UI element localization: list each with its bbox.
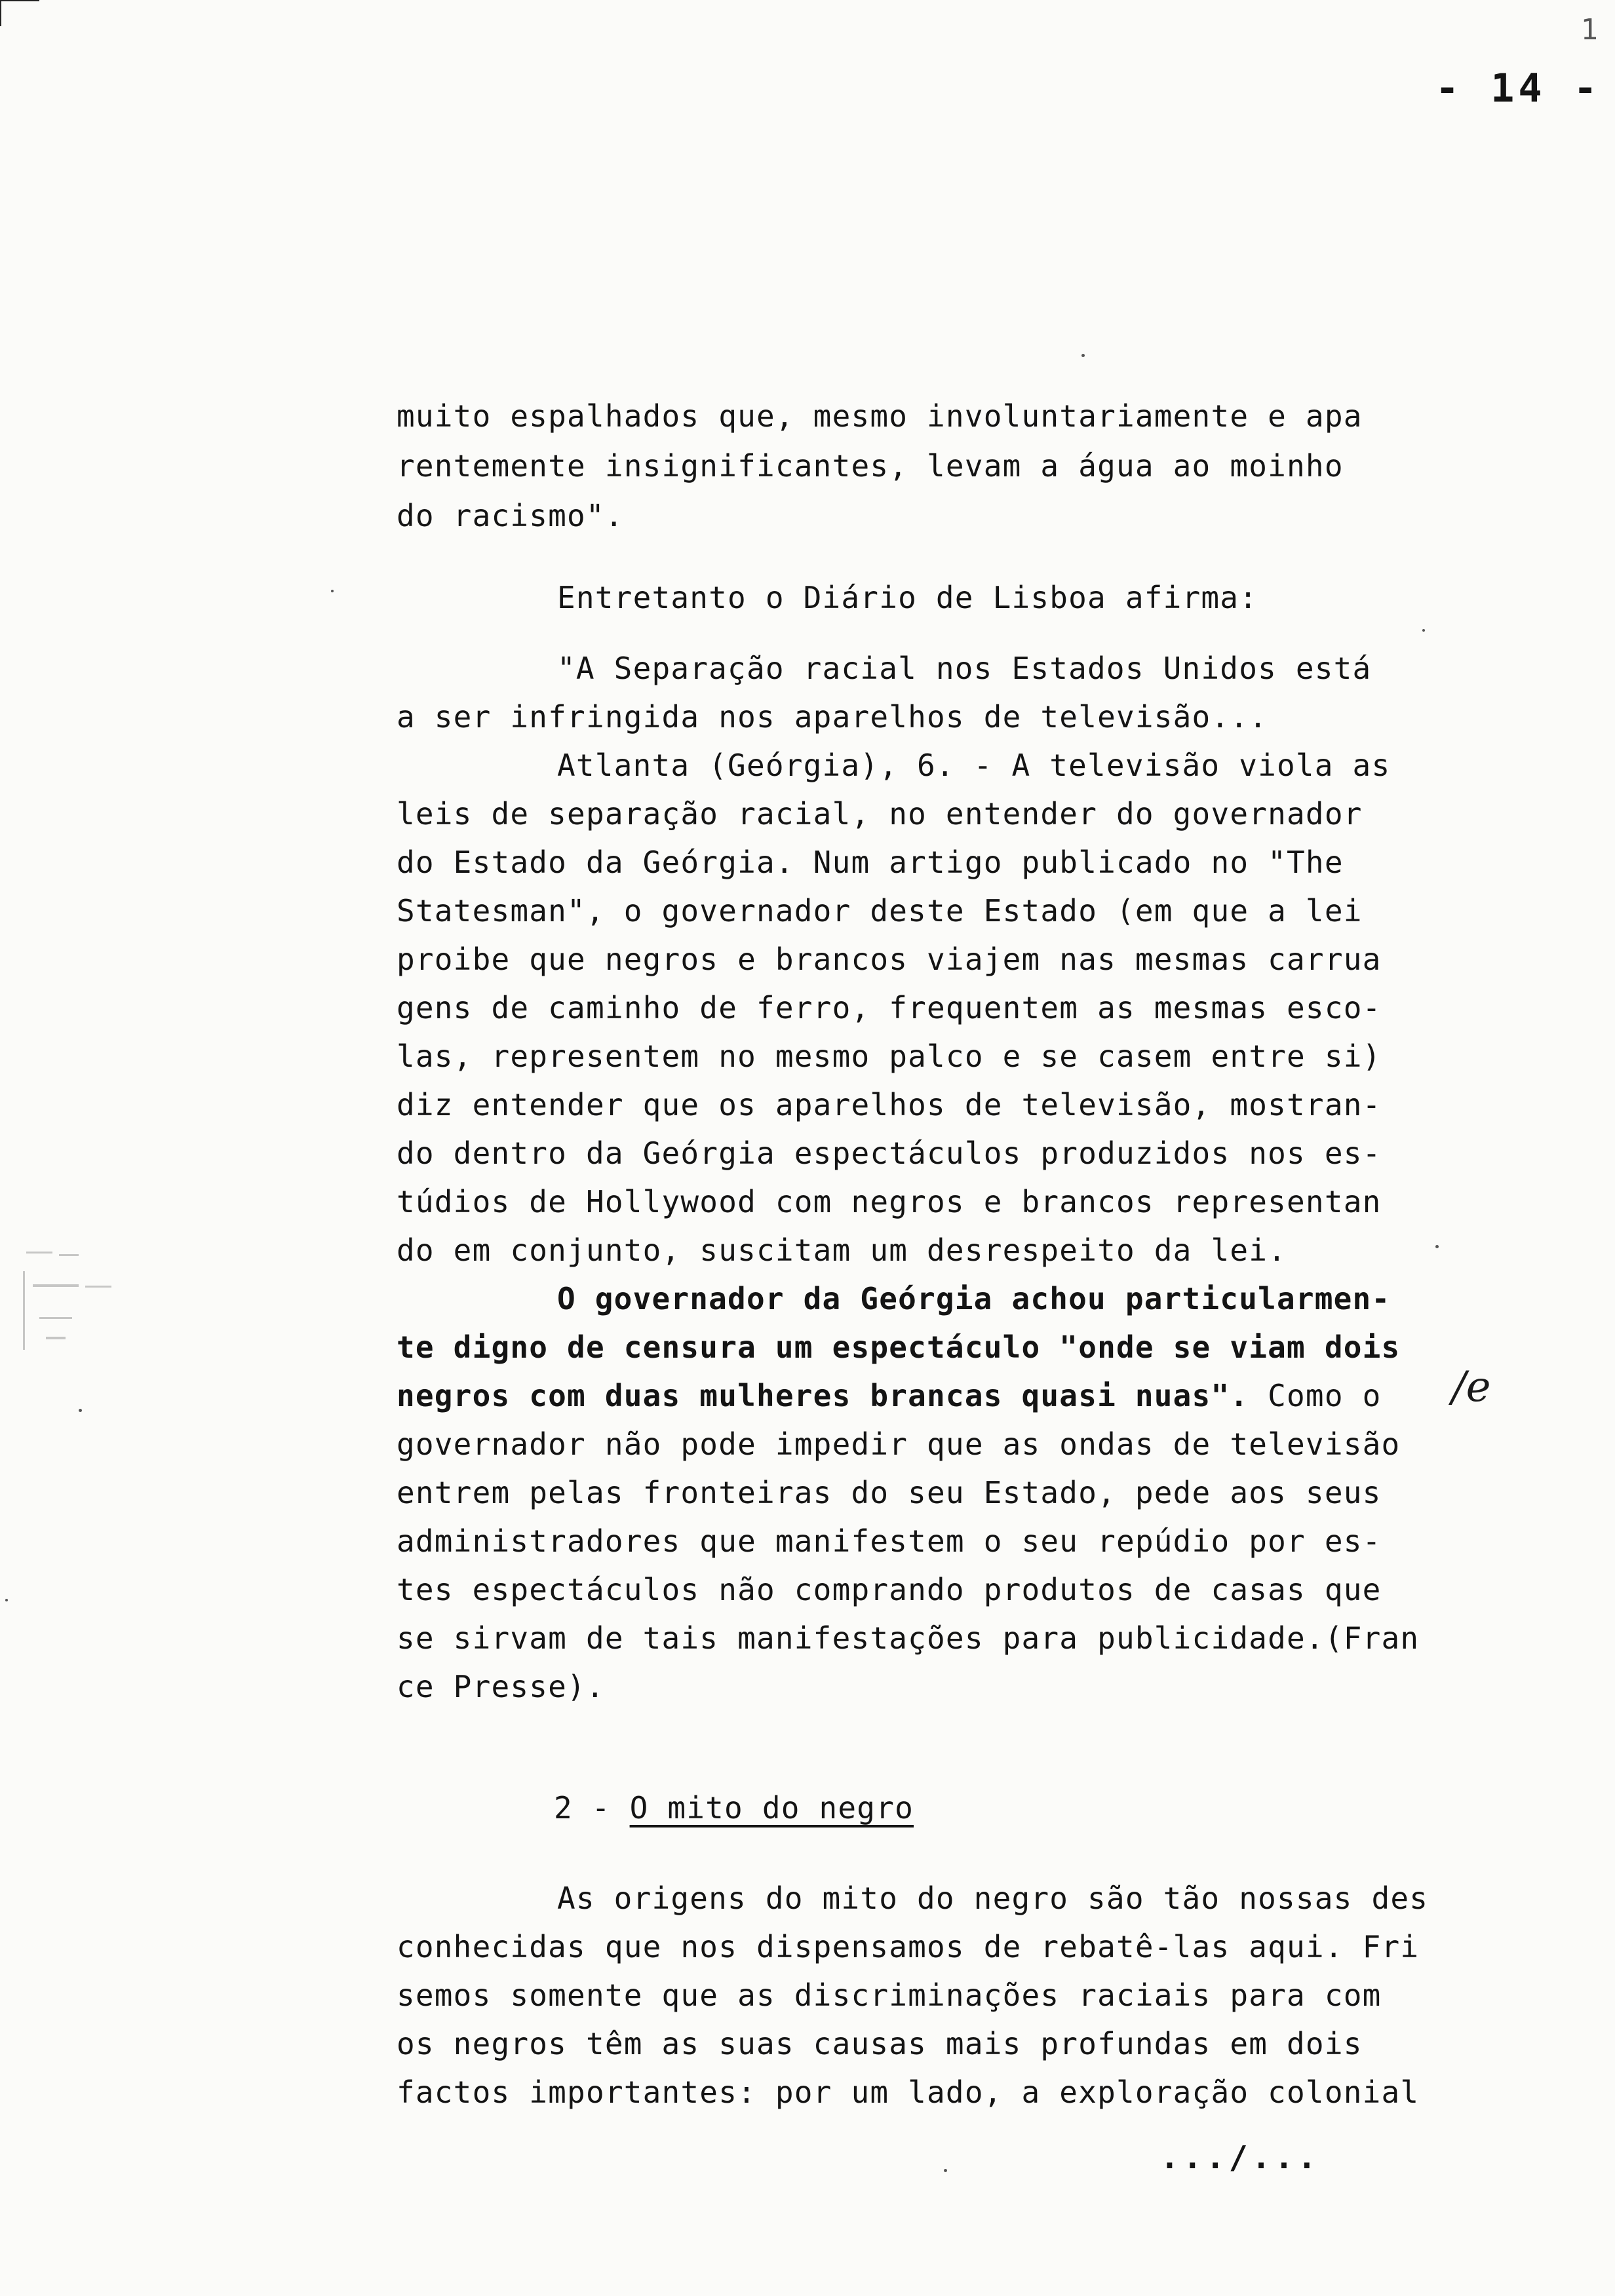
- scan-smudge: [20, 1245, 131, 1369]
- text-line: do Estado da Geórgia. Num artigo publicado no "The: [397, 845, 1344, 880]
- text-line: os negros têm as suas causas mais profundas em dois: [397, 2026, 1363, 2061]
- text-line: Statesman", o governador deste Estado (em que a lei: [397, 893, 1363, 928]
- text-line: As origens do mito do negro são tão nossas des: [557, 1881, 1429, 1916]
- text-line: túdios de Hollywood com negros e brancos representan: [397, 1184, 1382, 1219]
- text-line: leis de separação racial, no entender do governador: [397, 796, 1363, 832]
- section-heading: [554, 1784, 914, 1832]
- text-line: se sirvam de tais manifestações para publicidade.(Fran: [397, 1620, 1420, 1656]
- scan-speck: [1422, 629, 1425, 632]
- text-line: "A Separação racial nos Estados Unidos está: [557, 651, 1372, 686]
- text-line: semos somente que as discriminações raciais para com: [397, 1978, 1382, 2013]
- text-line: ce Presse).: [397, 1669, 605, 1704]
- page-number: - 14 -: [1435, 66, 1601, 111]
- text-line-bold: te digno de censura um espectáculo "onde se viam dois: [397, 1330, 1401, 1365]
- text-line: administradores que manifestem o seu repúdio por es-: [397, 1523, 1382, 1559]
- text-line: muito espalhados que, mesmo involuntariamente e apa: [397, 398, 1363, 434]
- edge-mark: 1: [1580, 13, 1598, 47]
- sentence-start: Como o: [1249, 1378, 1382, 1413]
- scan-speck: [331, 590, 334, 592]
- text-line: a ser infringida nos aparelhos de televisão...: [397, 699, 1268, 735]
- scan-speck: [944, 2169, 947, 2172]
- text-line: do racismo".: [397, 498, 624, 533]
- text-line: entrem pelas fronteiras do seu Estado, pede aos seus: [397, 1475, 1382, 1510]
- text-line-mixed: [397, 1371, 1382, 1420]
- text-line: do em conjunto, suscitam um desrespeito da lei.: [397, 1233, 1287, 1268]
- text-line: las, representem no mesmo palco e se casem entre si): [397, 1039, 1382, 1074]
- text-line: governador não pode impedir que as ondas de televisão: [397, 1426, 1401, 1462]
- continuation-marker: .../...: [1160, 2139, 1321, 2176]
- section-title: O mito do negro: [629, 1790, 914, 1826]
- text-line: do dentro da Geórgia espectáculos produzidos nos es-: [397, 1136, 1382, 1171]
- text-line: factos importantes: por um lado, a exploração colonial: [397, 2075, 1420, 2110]
- text-line: Entretanto o Diário de Lisboa afirma:: [557, 580, 1258, 615]
- corner-crop-mark: [0, 0, 39, 1]
- bold-quote-end: negros com duas mulheres brancas quasi nuas".: [397, 1378, 1249, 1413]
- text-line: conhecidas que nos dispensamos de rebatê-las aqui. Fri: [397, 1929, 1420, 1964]
- scan-speck: [1435, 1245, 1439, 1248]
- text-line: proibe que negros e brancos viajem nas mesmas carrua: [397, 942, 1382, 977]
- scan-speck: [79, 1409, 82, 1412]
- scan-speck: [1081, 354, 1085, 357]
- scan-speck: [5, 1599, 8, 1601]
- text-line: tes espectáculos não comprando produtos de casas que: [397, 1572, 1382, 1607]
- section-number: 2 -: [554, 1790, 630, 1826]
- text-line-bold: O governador da Geórgia achou particularmen-: [557, 1281, 1391, 1316]
- text-line: rentemente insignificantes, levam a água ao moinho: [397, 448, 1344, 484]
- text-line: gens de caminho de ferro, frequentem as mesmas esco-: [397, 990, 1382, 1025]
- text-line: Atlanta (Geórgia), 6. - A televisão viola as: [557, 748, 1391, 783]
- text-line: diz entender que os aparelhos de televisão, mostran-: [397, 1087, 1382, 1122]
- handwritten-margin-note: /e: [1452, 1363, 1491, 1411]
